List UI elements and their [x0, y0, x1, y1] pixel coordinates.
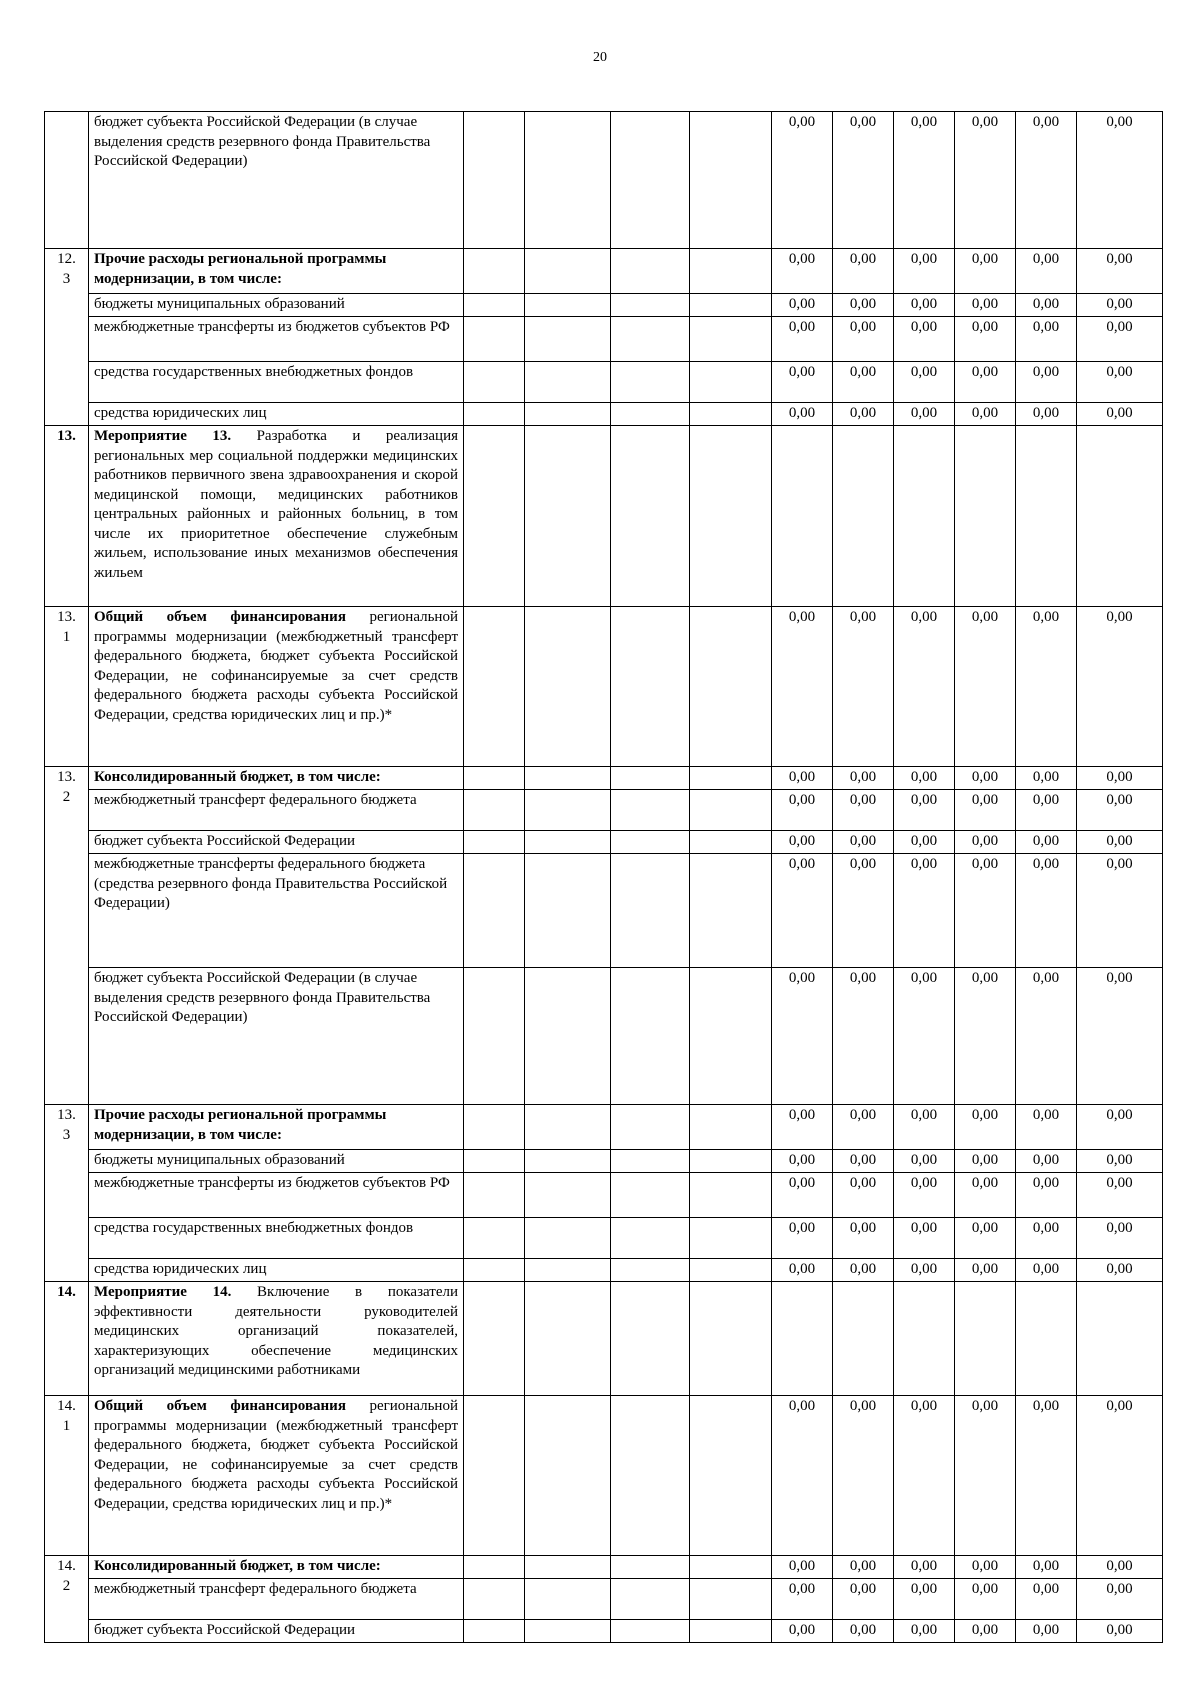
row-number: 12. 3	[45, 249, 89, 426]
value-cell: 0,00	[955, 790, 1016, 831]
table-row	[45, 1259, 1163, 1282]
row-number: 14. 2	[45, 1556, 89, 1643]
row-label: Консолидированный бюджет, в том числе:	[89, 1556, 464, 1579]
value-cell: 0,00	[833, 362, 894, 403]
value-cell: 0,00	[833, 1105, 894, 1150]
value-cell: 0,00	[955, 767, 1016, 790]
value-cell: 0,00	[894, 831, 955, 854]
row-label: средства юридических лиц	[89, 403, 464, 426]
table-row	[45, 362, 1163, 403]
row-label-text: региональной программы модернизации (межбюджетный трансферт федерального бюджета, бюджет субъекта Российской Федерации, не софинансируемые за счет средств федерального бюджета расходы субъекта Российской Федерации, средства юридических лиц и пр.)*	[94, 609, 458, 723]
value-cell: 0,00	[833, 790, 894, 831]
value-cell: 0,00	[772, 767, 833, 790]
row-label: Прочие расходы региональной программы модернизации, в том числе:	[89, 249, 464, 294]
row-number: 14.	[45, 1282, 89, 1396]
measure-text: Разработка и реализация региональных мер социальной поддержки медицинских работников первичного звена здравоохранения и скорой медицинской помощи, медицинских работников центральных районных и районных больниц, в том числе их приоритетное обеспечение служебным жильем, использование иных механизмов обеспечения жильем	[94, 428, 458, 581]
value-cell: 0,00	[955, 831, 1016, 854]
table-row	[45, 1173, 1163, 1218]
row-label: межбюджетные трансферты из бюджетов субъектов РФ	[89, 1173, 464, 1218]
value-cell: 0,00	[772, 249, 833, 294]
value-cell: 0,00	[1016, 790, 1077, 831]
value-cell: 0,00	[772, 1259, 833, 1282]
value-cell: 0,00	[1077, 1173, 1163, 1218]
value-cell: 0,00	[772, 854, 833, 968]
value-cell: 0,00	[894, 112, 955, 249]
value-cell: 0,00	[833, 1579, 894, 1620]
table-row	[45, 1105, 1163, 1150]
page-number: 20	[593, 50, 607, 65]
table-row	[45, 831, 1163, 854]
value-cell: 0,00	[1077, 1556, 1163, 1579]
value-cell: 0,00	[1077, 1218, 1163, 1259]
value-cell: 0,00	[955, 1150, 1016, 1173]
measure-title: Мероприятие 13.	[94, 428, 232, 444]
row-number: 14. 1	[45, 1396, 89, 1556]
row-label: средства государственных внебюджетных фондов	[89, 1218, 464, 1259]
value-cell: 0,00	[955, 607, 1016, 767]
value-cell: 0,00	[894, 1396, 955, 1556]
row-label: средства государственных внебюджетных фондов	[89, 362, 464, 403]
value-cell: 0,00	[772, 1396, 833, 1556]
value-cell: 0,00	[955, 112, 1016, 249]
value-cell: 0,00	[833, 1218, 894, 1259]
value-cell: 0,00	[1016, 1259, 1077, 1282]
measure-title: Мероприятие 14.	[94, 1284, 232, 1300]
table-row	[45, 1218, 1163, 1259]
value-cell: 0,00	[1077, 767, 1163, 790]
value-cell: 0,00	[894, 767, 955, 790]
value-cell: 0,00	[894, 403, 955, 426]
value-cell: 0,00	[772, 362, 833, 403]
value-cell: 0,00	[955, 1620, 1016, 1643]
value-cell: 0,00	[1077, 249, 1163, 294]
value-cell: 0,00	[833, 767, 894, 790]
value-cell: 0,00	[955, 1556, 1016, 1579]
value-cell: 0,00	[1016, 403, 1077, 426]
value-cell: 0,00	[955, 1259, 1016, 1282]
row-label: бюджет субъекта Российской Федерации	[89, 1620, 464, 1643]
row-label: Прочие расходы региональной программы модернизации, в том числе:	[89, 1105, 464, 1150]
row-number: 13. 2	[45, 767, 89, 1105]
value-cell: 0,00	[833, 968, 894, 1105]
value-cell: 0,00	[894, 1218, 955, 1259]
value-cell: 0,00	[1077, 112, 1163, 249]
value-cell: 0,00	[894, 1105, 955, 1150]
table-row	[45, 854, 1163, 968]
row-label	[89, 1396, 464, 1556]
table-row	[45, 317, 1163, 362]
value-cell: 0,00	[894, 1259, 955, 1282]
value-cell: 0,00	[1016, 1150, 1077, 1173]
value-cell: 0,00	[1077, 362, 1163, 403]
table-row	[45, 1620, 1163, 1643]
value-cell: 0,00	[772, 403, 833, 426]
value-cell: 0,00	[833, 607, 894, 767]
value-cell: 0,00	[894, 1150, 955, 1173]
row-label: бюджет субъекта Российской Федерации (в случае выделения средств резервного фонда Правительства Российской Федерации)	[89, 968, 464, 1105]
measure-description	[89, 426, 464, 607]
value-cell: 0,00	[894, 1579, 955, 1620]
value-cell: 0,00	[1077, 294, 1163, 317]
value-cell: 0,00	[894, 1173, 955, 1218]
value-cell: 0,00	[955, 1218, 1016, 1259]
value-cell: 0,00	[772, 1218, 833, 1259]
measure-text: Включение в показатели эффективности деятельности руководителей медицинских организаций показателей, характеризующих обеспечение медицинских организаций медицинскими работниками	[94, 1284, 459, 1378]
row-label: межбюджетный трансферт федерального бюджета	[89, 790, 464, 831]
table-row	[45, 294, 1163, 317]
row-label: межбюджетные трансферты федерального бюджета (средства резервного фонда Правительства Российской Федерации)	[89, 854, 464, 968]
value-cell: 0,00	[1016, 1579, 1077, 1620]
value-cell: 0,00	[833, 831, 894, 854]
value-cell: 0,00	[955, 294, 1016, 317]
measure-row	[45, 426, 1163, 607]
value-cell: 0,00	[833, 317, 894, 362]
value-cell: 0,00	[1016, 294, 1077, 317]
value-cell: 0,00	[772, 790, 833, 831]
financing-table	[44, 111, 1163, 1643]
value-cell: 0,00	[894, 249, 955, 294]
table-row	[45, 1579, 1163, 1620]
value-cell: 0,00	[894, 317, 955, 362]
value-cell: 0,00	[1016, 1173, 1077, 1218]
value-cell: 0,00	[1016, 1396, 1077, 1556]
value-cell: 0,00	[1016, 1620, 1077, 1643]
row-label-text: региональной программы модернизации (межбюджетный трансферт федерального бюджета, бюджет субъекта Российской Федерации, не софинансируемые за счет средств федерального бюджета расходы субъекта Российской Федерации, средства юридических лиц и пр.)*	[94, 1398, 458, 1512]
value-cell: 0,00	[772, 1173, 833, 1218]
value-cell: 0,00	[833, 1620, 894, 1643]
value-cell: 0,00	[772, 1556, 833, 1579]
value-cell: 0,00	[1077, 1105, 1163, 1150]
value-cell: 0,00	[833, 1150, 894, 1173]
value-cell: 0,00	[772, 317, 833, 362]
value-cell: 0,00	[1077, 1579, 1163, 1620]
value-cell: 0,00	[894, 362, 955, 403]
value-cell: 0,00	[772, 607, 833, 767]
value-cell: 0,00	[1077, 403, 1163, 426]
value-cell: 0,00	[894, 1620, 955, 1643]
value-cell: 0,00	[955, 403, 1016, 426]
row-label: бюджет субъекта Российской Федерации (в случае выделения средств резервного фонда Правительства Российской Федерации)	[89, 112, 464, 249]
row-label	[89, 607, 464, 767]
row-label: бюджеты муниципальных образований	[89, 294, 464, 317]
value-cell: 0,00	[833, 1259, 894, 1282]
value-cell: 0,00	[1016, 1556, 1077, 1579]
value-cell: 0,00	[833, 1396, 894, 1556]
value-cell: 0,00	[1016, 854, 1077, 968]
value-cell: 0,00	[1016, 112, 1077, 249]
value-cell: 0,00	[833, 249, 894, 294]
row-label-bold: Общий объем финансирования	[94, 1398, 346, 1414]
row-label: межбюджетные трансферты из бюджетов субъектов РФ	[89, 317, 464, 362]
row-number: 13. 3	[45, 1105, 89, 1282]
value-cell: 0,00	[772, 831, 833, 854]
row-number: 13.	[45, 426, 89, 607]
table-row	[45, 790, 1163, 831]
value-cell: 0,00	[955, 968, 1016, 1105]
value-cell: 0,00	[833, 403, 894, 426]
value-cell: 0,00	[894, 854, 955, 968]
value-cell: 0,00	[1016, 607, 1077, 767]
measure-row	[45, 1282, 1163, 1396]
value-cell: 0,00	[772, 112, 833, 249]
value-cell: 0,00	[833, 1556, 894, 1579]
measure-description	[89, 1282, 464, 1396]
value-cell: 0,00	[772, 968, 833, 1105]
value-cell: 0,00	[955, 249, 1016, 294]
row-label: средства юридических лиц	[89, 1259, 464, 1282]
value-cell: 0,00	[833, 112, 894, 249]
value-cell: 0,00	[955, 1579, 1016, 1620]
value-cell: 0,00	[772, 1579, 833, 1620]
value-cell: 0,00	[955, 854, 1016, 968]
value-cell: 0,00	[894, 1556, 955, 1579]
row-label: бюджеты муниципальных образований	[89, 1150, 464, 1173]
value-cell: 0,00	[1077, 1150, 1163, 1173]
value-cell: 0,00	[1016, 1105, 1077, 1150]
value-cell: 0,00	[772, 1620, 833, 1643]
table-row	[45, 1396, 1163, 1556]
value-cell: 0,00	[1077, 1620, 1163, 1643]
value-cell: 0,00	[833, 1173, 894, 1218]
value-cell: 0,00	[1016, 767, 1077, 790]
table-row	[45, 112, 1163, 249]
value-cell: 0,00	[1077, 790, 1163, 831]
value-cell: 0,00	[1077, 854, 1163, 968]
value-cell: 0,00	[1077, 1259, 1163, 1282]
value-cell: 0,00	[772, 294, 833, 317]
row-label: межбюджетный трансферт федерального бюджета	[89, 1579, 464, 1620]
value-cell: 0,00	[955, 1396, 1016, 1556]
table-row	[45, 607, 1163, 767]
table-row	[45, 767, 1163, 790]
value-cell: 0,00	[1077, 317, 1163, 362]
value-cell: 0,00	[1077, 968, 1163, 1105]
row-label: Консолидированный бюджет, в том числе:	[89, 767, 464, 790]
table-row	[45, 249, 1163, 294]
value-cell: 0,00	[1077, 831, 1163, 854]
table-row	[45, 1150, 1163, 1173]
value-cell: 0,00	[894, 294, 955, 317]
table-row	[45, 403, 1163, 426]
value-cell: 0,00	[1016, 317, 1077, 362]
value-cell: 0,00	[1016, 968, 1077, 1105]
value-cell: 0,00	[955, 317, 1016, 362]
value-cell: 0,00	[772, 1150, 833, 1173]
value-cell: 0,00	[772, 1105, 833, 1150]
value-cell: 0,00	[833, 294, 894, 317]
value-cell: 0,00	[1016, 1218, 1077, 1259]
row-label-bold: Общий объем финансирования	[94, 609, 346, 625]
value-cell: 0,00	[955, 1173, 1016, 1218]
value-cell: 0,00	[1016, 831, 1077, 854]
value-cell: 0,00	[833, 854, 894, 968]
value-cell: 0,00	[894, 790, 955, 831]
value-cell: 0,00	[955, 1105, 1016, 1150]
value-cell: 0,00	[955, 362, 1016, 403]
value-cell: 0,00	[894, 607, 955, 767]
table-row	[45, 968, 1163, 1105]
value-cell: 0,00	[1016, 362, 1077, 403]
table-row	[45, 1556, 1163, 1579]
value-cell: 0,00	[1077, 607, 1163, 767]
value-cell: 0,00	[1016, 249, 1077, 294]
row-number-cell	[45, 112, 89, 249]
value-cell: 0,00	[894, 968, 955, 1105]
row-number: 13. 1	[45, 607, 89, 767]
row-label: бюджет субъекта Российской Федерации	[89, 831, 464, 854]
value-cell: 0,00	[1077, 1396, 1163, 1556]
